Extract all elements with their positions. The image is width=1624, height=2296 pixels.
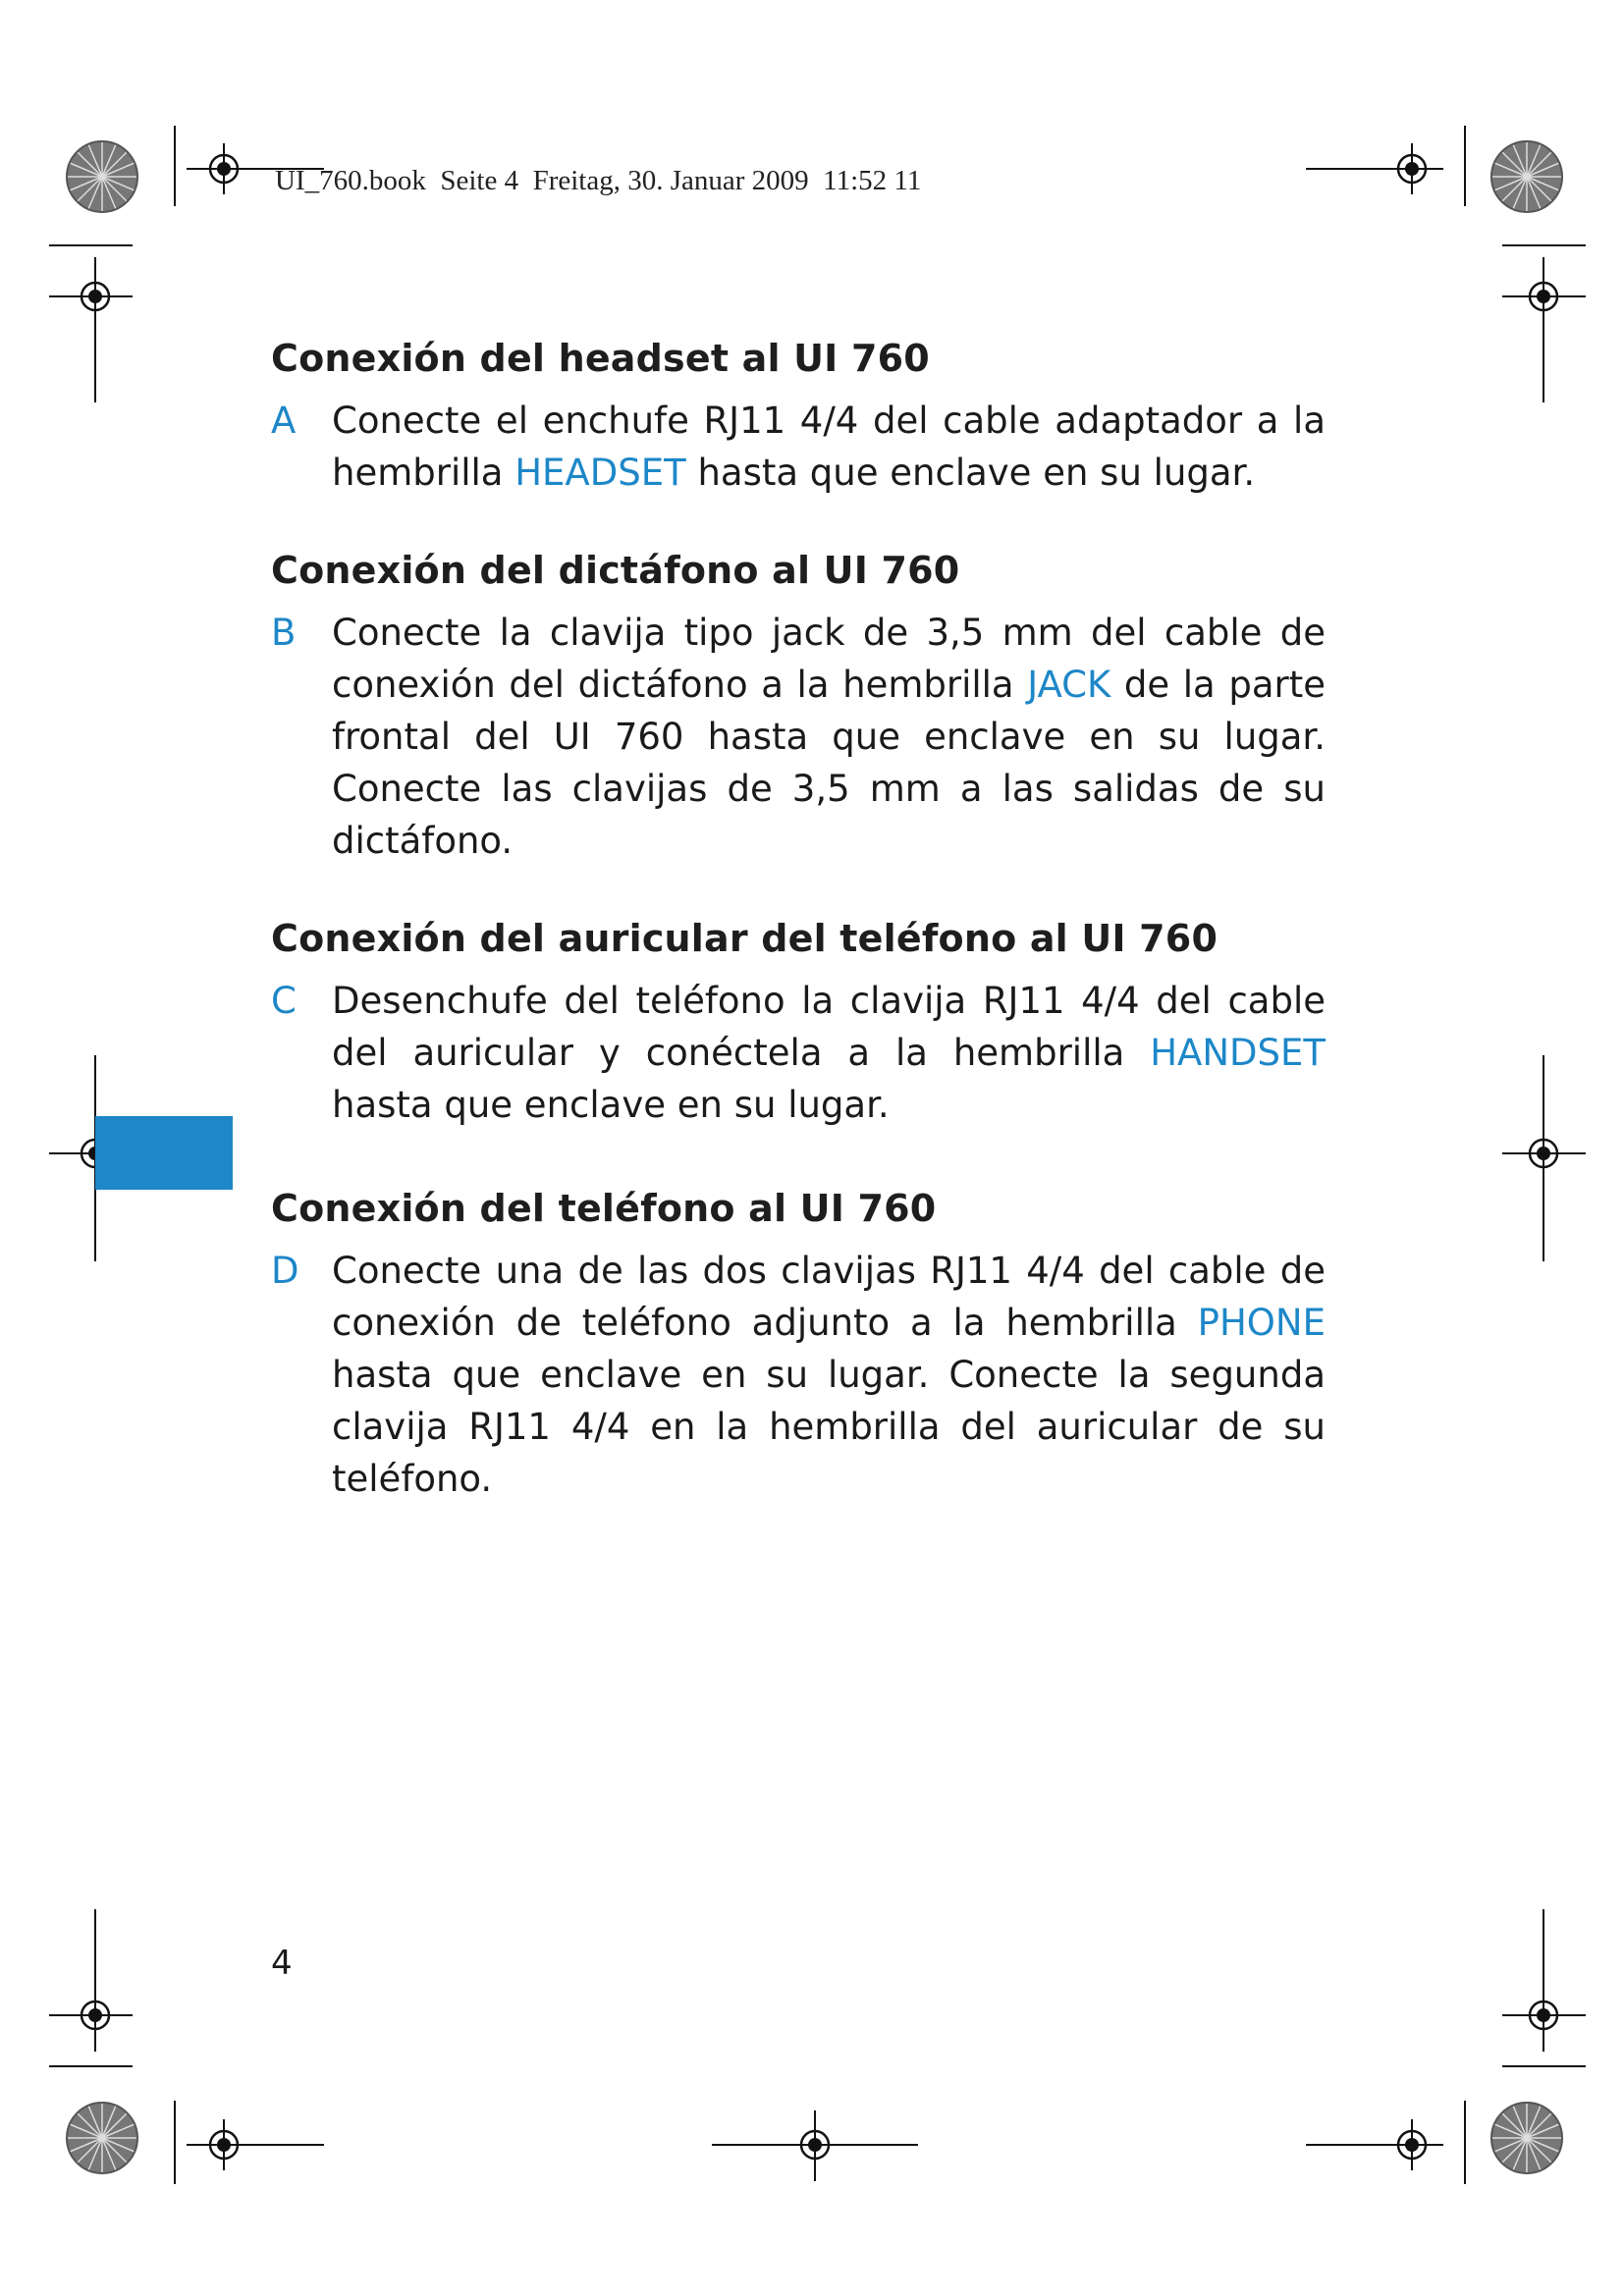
step-letter: C [271, 980, 297, 1022]
section-heading: Conexión del dictáfono al UI 760 [271, 549, 960, 592]
step-item [271, 975, 1326, 1131]
section-headset [271, 332, 1371, 499]
step-letter: B [271, 612, 297, 654]
step-text: hasta que enclave en su lugar. Conecte la segunda clavija RJ11 4/4 en la hembrilla del auricular de su teléfono. [332, 1354, 1326, 1500]
color-rosette-icon [1491, 2103, 1562, 2173]
socket-label: JACK [1027, 664, 1111, 706]
step-text: hasta que enclave en su lugar. [685, 452, 1256, 494]
step-item [271, 1245, 1326, 1505]
step-letter: D [271, 1250, 299, 1292]
step-text: Desenchufe del teléfono la clavija RJ11 4/4 del cable del auricular y conéctela a la hembrilla [332, 980, 1326, 1074]
color-rosette-icon [1491, 141, 1562, 212]
section-handset [271, 912, 1371, 1131]
section-heading: Conexión del teléfono al UI 760 [271, 1187, 937, 1230]
step-letter: A [271, 400, 297, 442]
socket-label: HANDSET [1150, 1032, 1326, 1074]
section-heading: Conexión del headset al UI 760 [271, 337, 930, 380]
page-number: 4 [271, 1944, 293, 1983]
color-rosette-icon [67, 141, 137, 212]
socket-label: HEADSET [514, 452, 686, 494]
section-color-tab [95, 1116, 233, 1190]
step-text: Conecte una de las dos clavijas RJ11 4/4 del cable de conexión de teléfono adjunto a la hembrilla [332, 1250, 1326, 1344]
main-content [271, 332, 1371, 1505]
slug-line: UI_760.book Seite 4 Freitag, 30. Januar 2009 11:52 11 [275, 165, 922, 196]
step-item [271, 607, 1326, 867]
step-item [271, 395, 1326, 499]
color-rosette-icon [67, 2103, 137, 2173]
step-text: hasta que enclave en su lugar. [332, 1084, 890, 1126]
step-text: Conecte el enchufe RJ11 4/4 del cable adaptador a la hembrilla [332, 400, 1326, 494]
socket-label: PHONE [1197, 1302, 1326, 1344]
section-dictaphone [271, 544, 1371, 867]
step-text: de la parte frontal del UI 760 hasta que enclave en su lugar. Conecte las clavijas de 3,5 mm a las salidas de su dictáfono. [332, 664, 1326, 862]
section-heading: Conexión del auricular del teléfono al UI 760 [271, 917, 1218, 960]
step-text: Conecte la clavija tipo jack de 3,5 mm del cable de conexión del dictáfono a la hembrilla [332, 612, 1326, 706]
section-phone [271, 1182, 1371, 1505]
